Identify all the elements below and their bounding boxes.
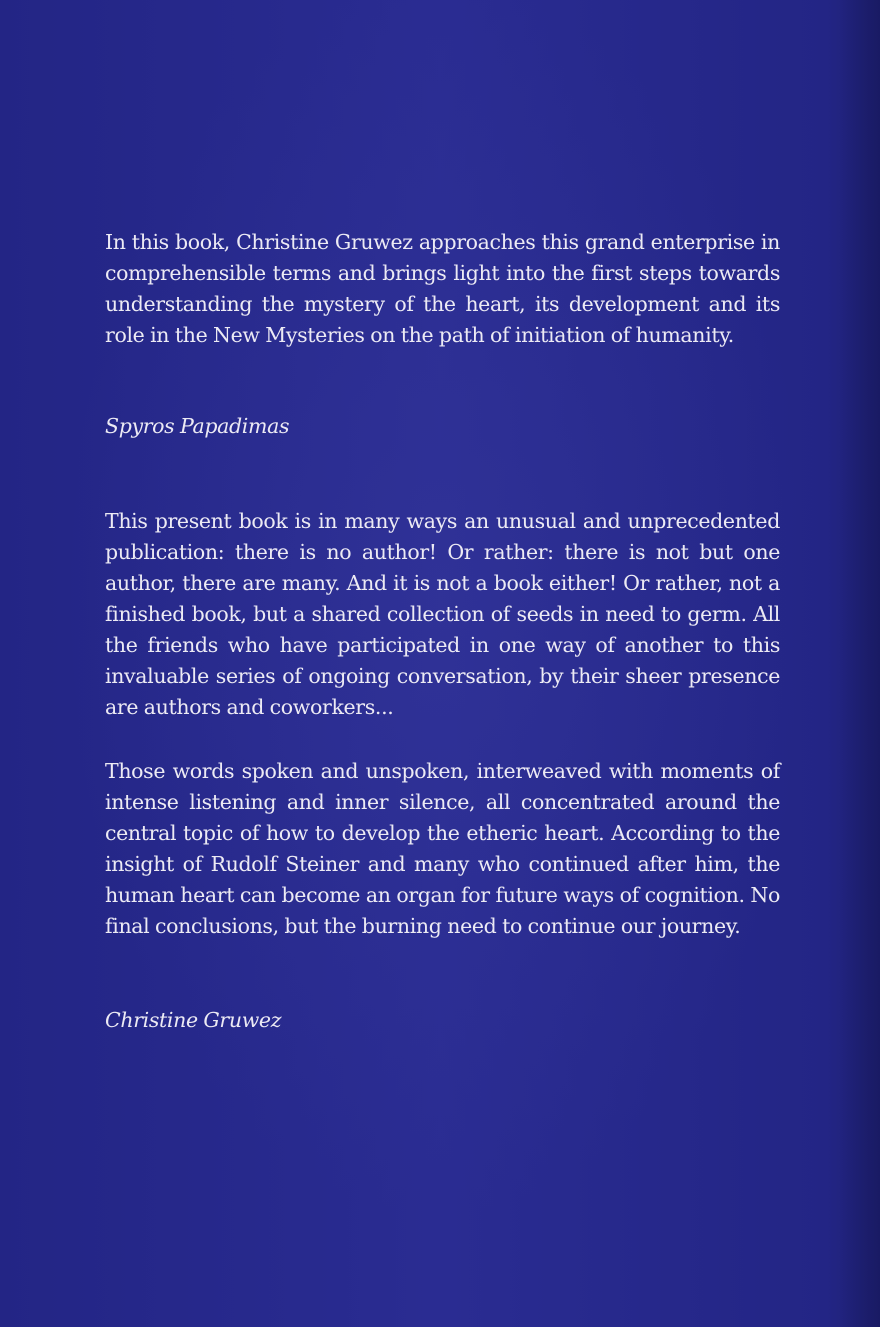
signature-christine-gruwez: Christine Gruwez [105,1008,282,1032]
blurb-paragraph-3: Those words spoken and unspoken, interweaved with moments of intense listening and inner silence, all concentrated around the central topic of how to develop the etheric heart. According to the insight of Rudolf Steiner and many who continued after him, the human heart can become an organ for future ways of cognition. No final conclusions, but the burning need to continue our journey. [105,759,780,938]
signature-spyros-papadimas: Spyros Papadimas [105,414,290,438]
blurb-paragraph-2: This present book is in many ways an unusual and unprecedented publication: there is no author! Or rather: there is not but one author, there are many. And it is not a book either! Or rather, not a finished book, but a shared collection of seeds in need to germ. All the friends who have participated in one way of another to this invaluable series of ongoing conversation, by their sheer presence are authors and coworkers... [105,509,780,719]
spine-shadow [840,0,880,1327]
blurb-paragraph-1: In this book, Christine Gruwez approaches this grand enterprise in comprehensible terms and brings light into the first steps towards understanding the mystery of the heart, its development and its role in the New Mysteries on the path of initiation of humanity. [105,230,780,347]
